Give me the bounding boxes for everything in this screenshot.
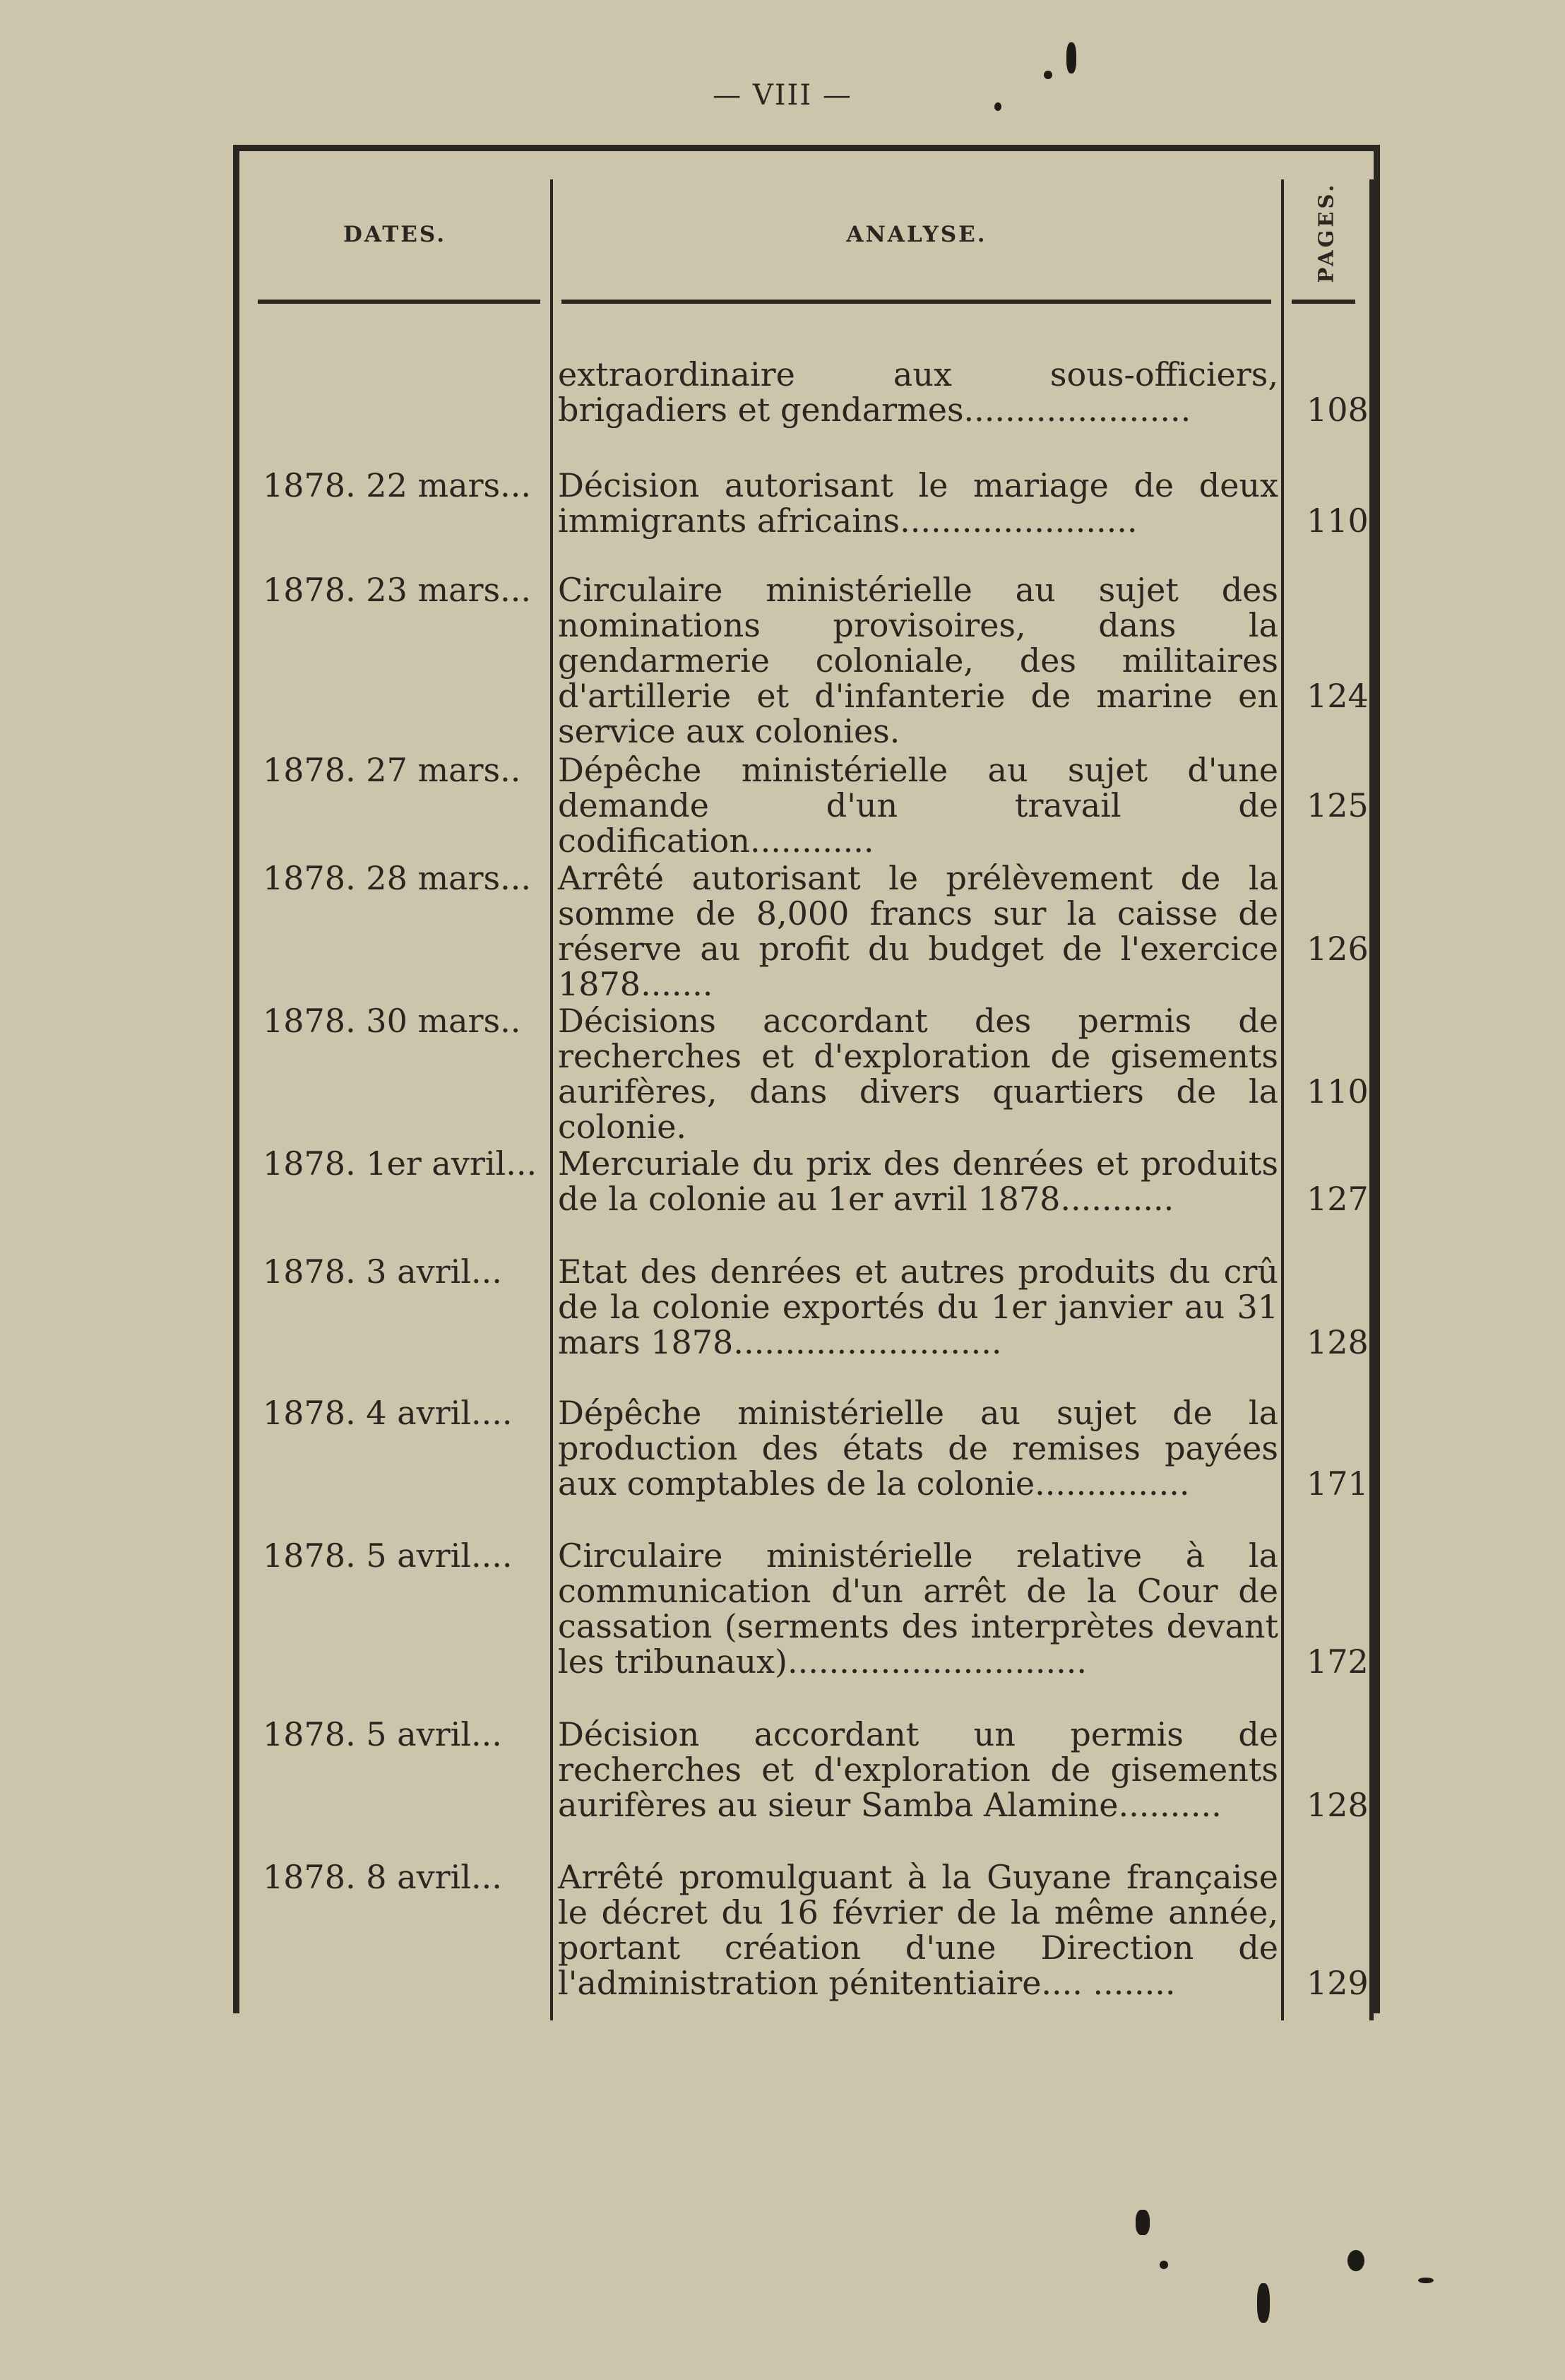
pages-header: PAGES. xyxy=(1314,182,1339,283)
entry-page: 128 xyxy=(1307,1786,1369,1824)
entry-date: 1878. 5 avril... xyxy=(263,1715,502,1753)
entry-analysis: Mercuriale du prix des denrées et produits de la colonie au 1er avril 1878........... xyxy=(558,1144,1278,1218)
ink-speck xyxy=(994,102,1001,111)
entry-analysis: Décision autorisant le mariage de deux immigrants africains....................... xyxy=(558,466,1278,540)
analyse-header: ANALYSE. xyxy=(846,222,987,247)
entry-date: 1878. 23 mars... xyxy=(263,571,531,609)
ink-speck xyxy=(1347,2250,1364,2271)
column-divider xyxy=(1369,179,1374,2020)
entry-date: 1878. 8 avril... xyxy=(263,1858,502,1896)
ink-speck xyxy=(1066,42,1076,73)
entry-date: 1878. 22 mars... xyxy=(263,466,531,504)
entry-date: 1878. 5 avril.... xyxy=(263,1537,513,1575)
column-divider xyxy=(1281,179,1284,2020)
ink-speck xyxy=(1044,71,1052,79)
entry-page: 129 xyxy=(1307,1964,1369,2002)
entry-analysis: Dépêche ministérielle au sujet d'une demande d'un travail de codification............ xyxy=(558,751,1278,860)
ink-speck xyxy=(1257,2283,1270,2323)
entry-date: 1878. 1er avril... xyxy=(263,1144,537,1183)
entry-page: 171 xyxy=(1307,1464,1369,1503)
header-rule xyxy=(561,300,1271,304)
entry-date: 1878. 28 mars... xyxy=(263,859,531,897)
ink-speck xyxy=(1136,2210,1150,2235)
entry-analysis: Décisions accordant des permis de recherches et d'exploration de gisements aurifères, dans divers quartiers de la colonie. xyxy=(558,1002,1278,1146)
pages-header-cell xyxy=(1287,179,1365,285)
entry-date: 1878. 3 avril... xyxy=(263,1253,502,1291)
entry-analysis: Arrêté promulguant à la Guyane française le décret du 16 février de la même année, portant création d'une Direction de l'administration pénitentiaire.... ........ xyxy=(558,1858,1278,2002)
entry-analysis: Circulaire ministérielle au sujet des nominations provisoires, dans la gendarmerie coloniale, des militaires d'artillerie et d'infanterie de marine en service aux colonies. xyxy=(558,571,1278,750)
entry-page: 128 xyxy=(1307,1323,1369,1361)
entry-date: 1878. 30 mars.. xyxy=(263,1002,521,1040)
entry-analysis: Décision accordant un permis de recherches et d'exploration de gisements aurifères au sieur Samba Alamine.......... xyxy=(558,1715,1278,1824)
entry-page: 110 xyxy=(1307,502,1369,540)
entry-page: 124 xyxy=(1307,677,1369,715)
entry-page: 126 xyxy=(1307,930,1369,968)
ink-speck xyxy=(1418,2278,1434,2283)
ink-speck xyxy=(1160,2261,1168,2269)
entry-page: 110 xyxy=(1307,1072,1369,1111)
entry-page: 127 xyxy=(1307,1180,1369,1218)
entry-analysis: Arrêté autorisant le prélèvement de la somme de 8,000 francs sur la caisse de réserve au profit du budget de l'exercice 1878....... xyxy=(558,859,1278,1003)
dates-header: DATES. xyxy=(343,222,446,247)
entry-analysis: Circulaire ministérielle relative à la communication d'un arrêt de la Cour de cassation (serments des interprètes devant les tribunaux)............................. xyxy=(558,1537,1278,1681)
header-rule xyxy=(258,300,540,304)
column-divider xyxy=(550,179,553,2020)
entry-page: 172 xyxy=(1307,1642,1369,1681)
entry-analysis: Etat des denrées et autres produits du crû de la colonie exportés du 1er janvier au 31 mars 1878.......................... xyxy=(558,1253,1278,1361)
entry-analysis: extraordinaire aux sous-officiers, brigadiers et gendarmes...................... xyxy=(558,355,1278,429)
entry-page: 108 xyxy=(1307,391,1369,429)
entry-date: 1878. 4 avril.... xyxy=(263,1394,513,1432)
entry-page: 125 xyxy=(1307,786,1369,824)
entry-analysis: Dépêche ministérielle au sujet de la production des états de remises payées aux comptables de la colonie............... xyxy=(558,1394,1278,1503)
entry-date: 1878. 27 mars.. xyxy=(263,751,521,789)
page-number: — VIII — xyxy=(713,79,852,112)
header-rule xyxy=(1292,300,1355,304)
